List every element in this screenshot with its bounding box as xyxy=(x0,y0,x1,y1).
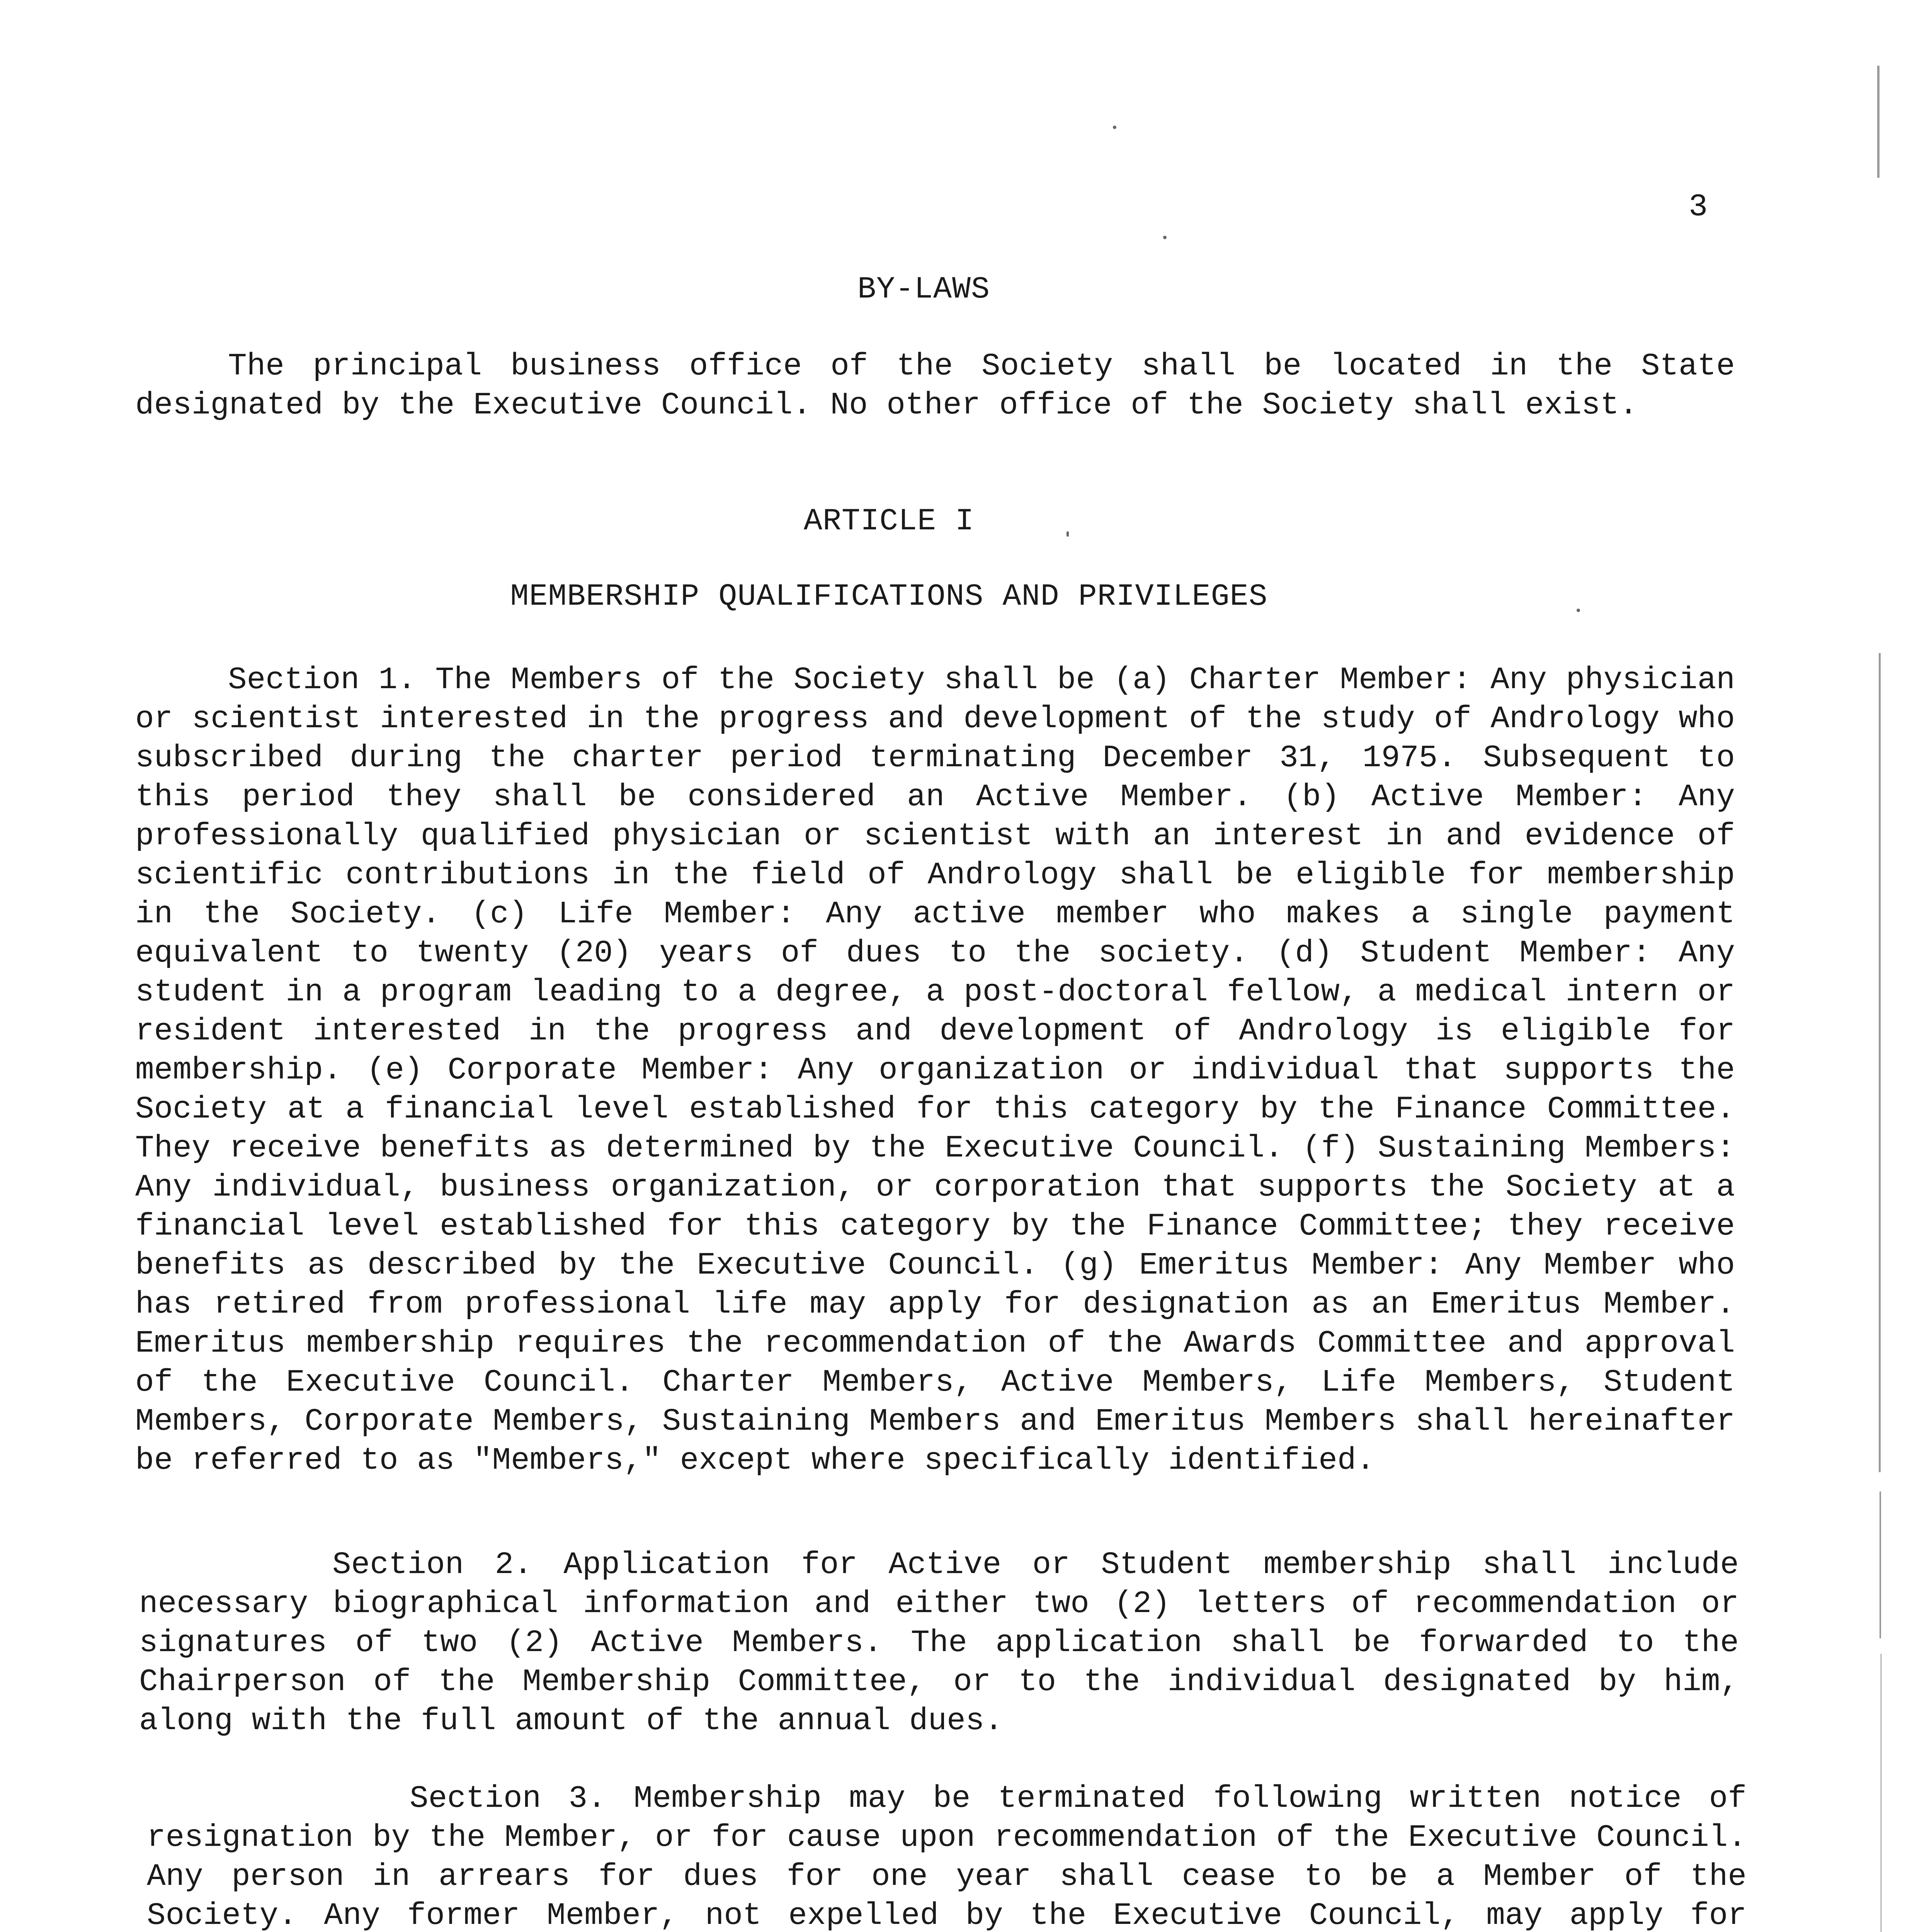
page-number: 3 xyxy=(1689,189,1708,225)
scan-edge-mark xyxy=(1880,1492,1881,1638)
section-3-paragraph xyxy=(147,1779,1747,1932)
section-1-label: Section 1. xyxy=(228,663,416,698)
scan-edge-mark xyxy=(1879,653,1881,1472)
section-1-text: The Members of the Society shall be (a) Charter Member: Any physician or scientist interested in the progress and development of the study of Andrology who subscribed during the charter period terminating December 31, 1975. Subsequent to this period they shall be considered an Active Member. (b) Active Member: Any professionally qualified physician or scientist with an interest in and evidence of scientific contributions in the field of Andrology shall be eligible for membership in the Society. (c) Life Member: Any active member who makes a single payment equivalent to twenty (20) years of dues to the society. (d) Student Member: Any student in a program leading to a degree, a post-doctoral fellow, a medical intern or resident interested in the progress and development of Andrology is eligible for membership. (e) Corporate Member: Any organization or individual that supports the Society at a financial level established for this category by the Finance Committee. They receive benefits as determined by the Executive Council. (f) Sustaining Members: Any individual, business organization, or corporation that supports the Society at a financial level established for this category by the Finance Committee; they receive benefits as described by the Executive Council. (g) Emeritus Member: Any Member who has retired from professional life may apply for designation as an Emeritus Member. Emeritus membership requires the recommendation of the Awards Committee and approval of the Executive Council. Charter Members, Active Members, Life Members, Student Members, Corporate Members, Sustaining Members and Emeritus Members shall hereinafter be referred to as "Members," except where specifically identified. xyxy=(135,663,1735,1478)
article-subheading: MEMBERSHIP QUALIFICATIONS AND PRIVILEGES xyxy=(510,579,1268,614)
section-1-paragraph xyxy=(135,661,1735,1480)
section-3-text: Membership may be terminated following written notice of resignation by the Member, or for cause upon recommendation of the Executive Council. Any person in arrears for dues for one year shall cease to be a Member of the Society. Any former Member, not expelled by the Executive Council, may apply for xyxy=(147,1781,1747,1932)
scan-speck xyxy=(1163,236,1167,239)
section-3-label: Section 3. xyxy=(410,1781,606,1816)
scan-edge-mark xyxy=(1880,1654,1882,1932)
article-heading: ARTICLE I xyxy=(803,504,975,539)
intro-paragraph: The principal business office of the Society shall be located in the State designated by the Executive Council. No other office of the Society shall exist. xyxy=(135,349,1735,423)
scan-speck xyxy=(1113,126,1116,129)
scan-speck xyxy=(1577,609,1580,612)
section-2-label: Section 2. xyxy=(332,1548,532,1583)
document-title: BY-LAWS xyxy=(857,272,990,307)
scan-speck xyxy=(1067,531,1069,537)
scan-edge-mark xyxy=(1877,66,1880,178)
section-2-text: Application for Active or Student membership shall include necessary biographical information and either two (2) letters of recommendation or signatures of two (2) Active Members. The application shall be forwarded to the Chairperson of the Membership Committee, or to the individual designated by him, along with the full amount of the annual dues. xyxy=(139,1548,1739,1739)
section-2-paragraph xyxy=(139,1546,1739,1741)
